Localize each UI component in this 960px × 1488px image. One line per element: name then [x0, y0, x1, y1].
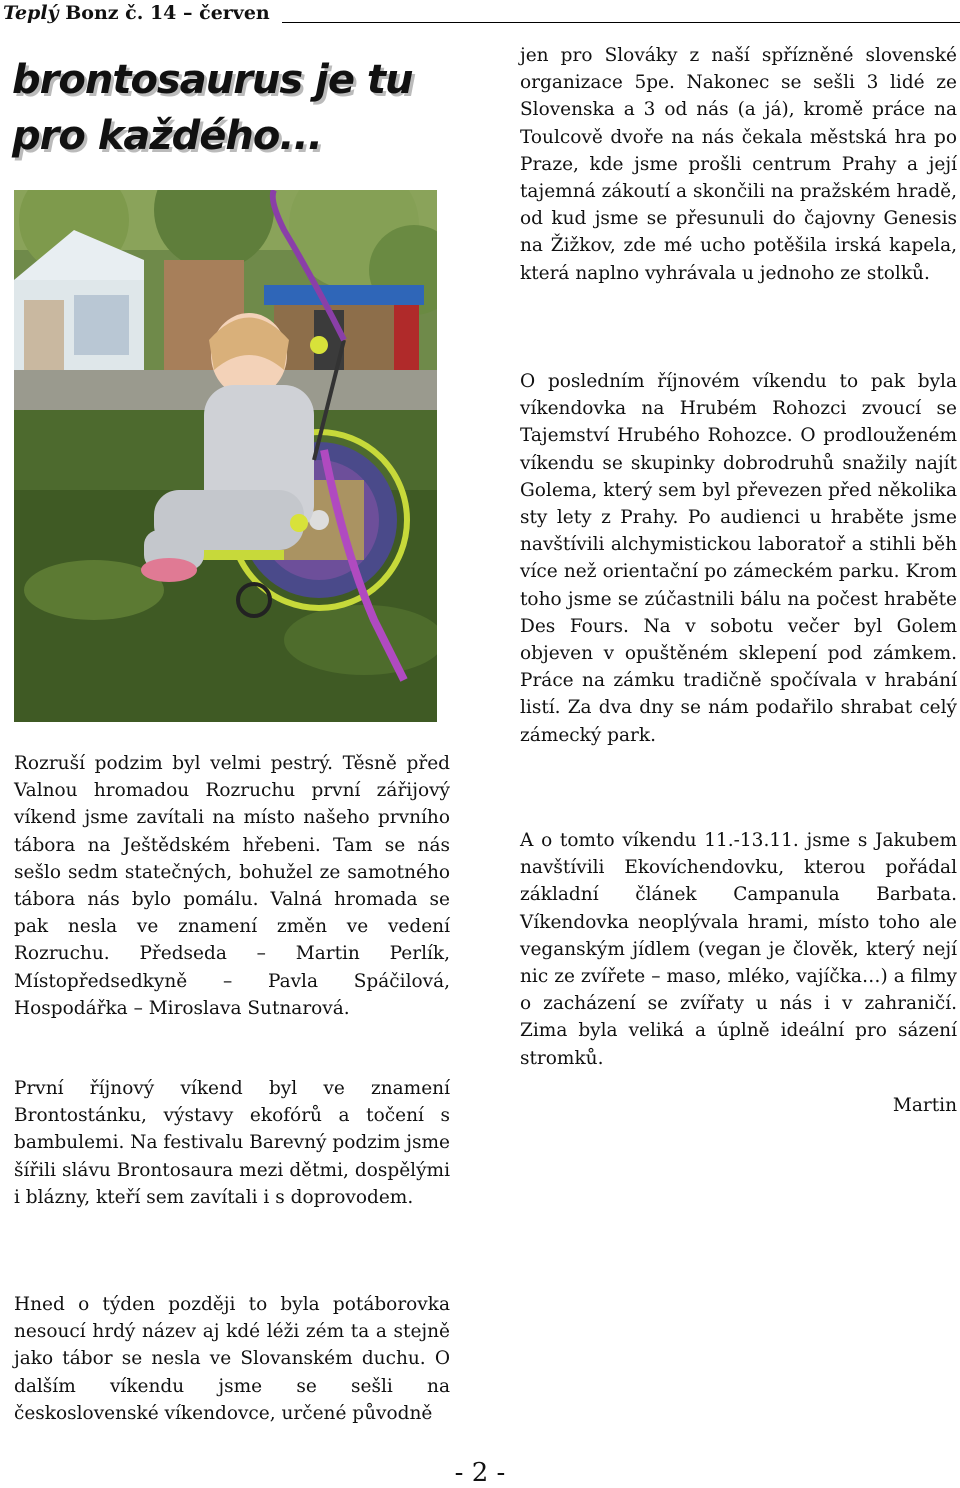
page-number: - 2 -: [454, 1458, 506, 1488]
right-column-middle: [520, 368, 957, 749]
title-line-1: brontosaurus je tu: [12, 57, 413, 103]
paragraph: První říjnový víkend byl ve znamení Brontostánku, výstavy ekofórů a točení s bambulemi. Na festivalu Barevný podzim jsme šířili slávu Brontosaura mezi dětmi, dospělými i blázny, kteří sem zavítali i s doprovodem.: [14, 1078, 450, 1208]
title-line-2: pro každého...: [12, 113, 322, 159]
issue-label-italic: Teplý: [3, 2, 59, 24]
page-header: [0, 0, 960, 30]
article-title: [12, 52, 452, 164]
right-column-top: [520, 42, 957, 287]
author-signature: Martin: [892, 1095, 957, 1116]
paragraph: O posledním říjnovém víkendu to pak byla víkendovka na Hrubém Rohozci zvoucí se Tajemství Hrubého Rohozce. O prodlouženém víkendu se skupinky dobrodruhů snažily najít Golema, který sem byl převezen před několika sty lety z Prahy. Po audienci u hraběte jsme navštívili alchymistickou laboratoř a stihli běh více než orientační po zámeckém parku. Krom toho jsme se zúčastnili bálu na počest hraběte Des Fours. Na v sobotu večer byl Golem objeven v opuštěném sklepení pod zámkem. Práce na zámku tradičně spočívala v hrabání listí. Za dva dny se nám podařilo shrabat celý zámecký park.: [520, 371, 957, 746]
issue-label-rest: Bonz č. 14 – červen: [58, 2, 270, 24]
paragraph: Hned o týden později to byla potáborovka nesoucí hrdý název aj kdé léži zém ta a stejně jako tábor se nesla ve Slovanském duchu. O dalším víkendu jsme se sešli na československé víkendovce, určené původně: [14, 1294, 450, 1424]
left-column-top: [14, 750, 450, 1022]
header-rule: [282, 22, 960, 23]
photo-girl-in-wheelchair-icon: [14, 190, 437, 722]
issue-label: [3, 2, 270, 24]
paragraph: A o tomto víkendu 11.-13.11. jsme s Jakubem navštívili Ekovíchendovku, kterou pořádal základní článek Campanula Barbata. Víkendovka neoplývala hrami, místo toho ale veganským jídlem (vegan je člověk, který nejí nic ze zvířete – maso, mléko, vajíčka…) a filmy o zacházení se zvířaty u nás i v zahraničí. Zima byla veliká a úplně ideální pro sázení stromků.: [520, 830, 957, 1069]
paragraph: jen pro Slováky z naší spřízněné slovenské organizace 5pe. Nakonec se sešli 3 lidé ze Slovenska a 3 od nás (a já), kromě práce na Toulcově dvoře na nás čekala městská hra po Praze, kde jsme prošli centrum Prahy a její tajemná zákoutí a skončili na pražském hradě, od kud jsme se přesunuli do čajovny Genesis na Žižkov, zde mé ucho potěšila irská kapela, která naplno vyhrávala u jednoho ze stolků.: [520, 45, 957, 284]
right-column-bottom: [520, 827, 957, 1072]
paragraph: Rozruší podzim byl velmi pestrý. Těsně před Valnou hromadou Rozruchu první zářijový víkend jsme zavítali na místo našeho prvního tábora na Ještědském hřebeni. Tam se nás sešlo sedm statečných, bohužel ze samotného tábora nás bylo pomálu. Valná hromada se pak nesla ve znamení změn ve vedení Rozruchu. Předseda – Martin Perlík, Místopředsedkyně – Pavla Spáčilová, Hospodářka – Miroslava Sutnarová.: [14, 753, 450, 1019]
left-column-bottom: [14, 1291, 450, 1427]
left-column-middle: [14, 1075, 450, 1211]
